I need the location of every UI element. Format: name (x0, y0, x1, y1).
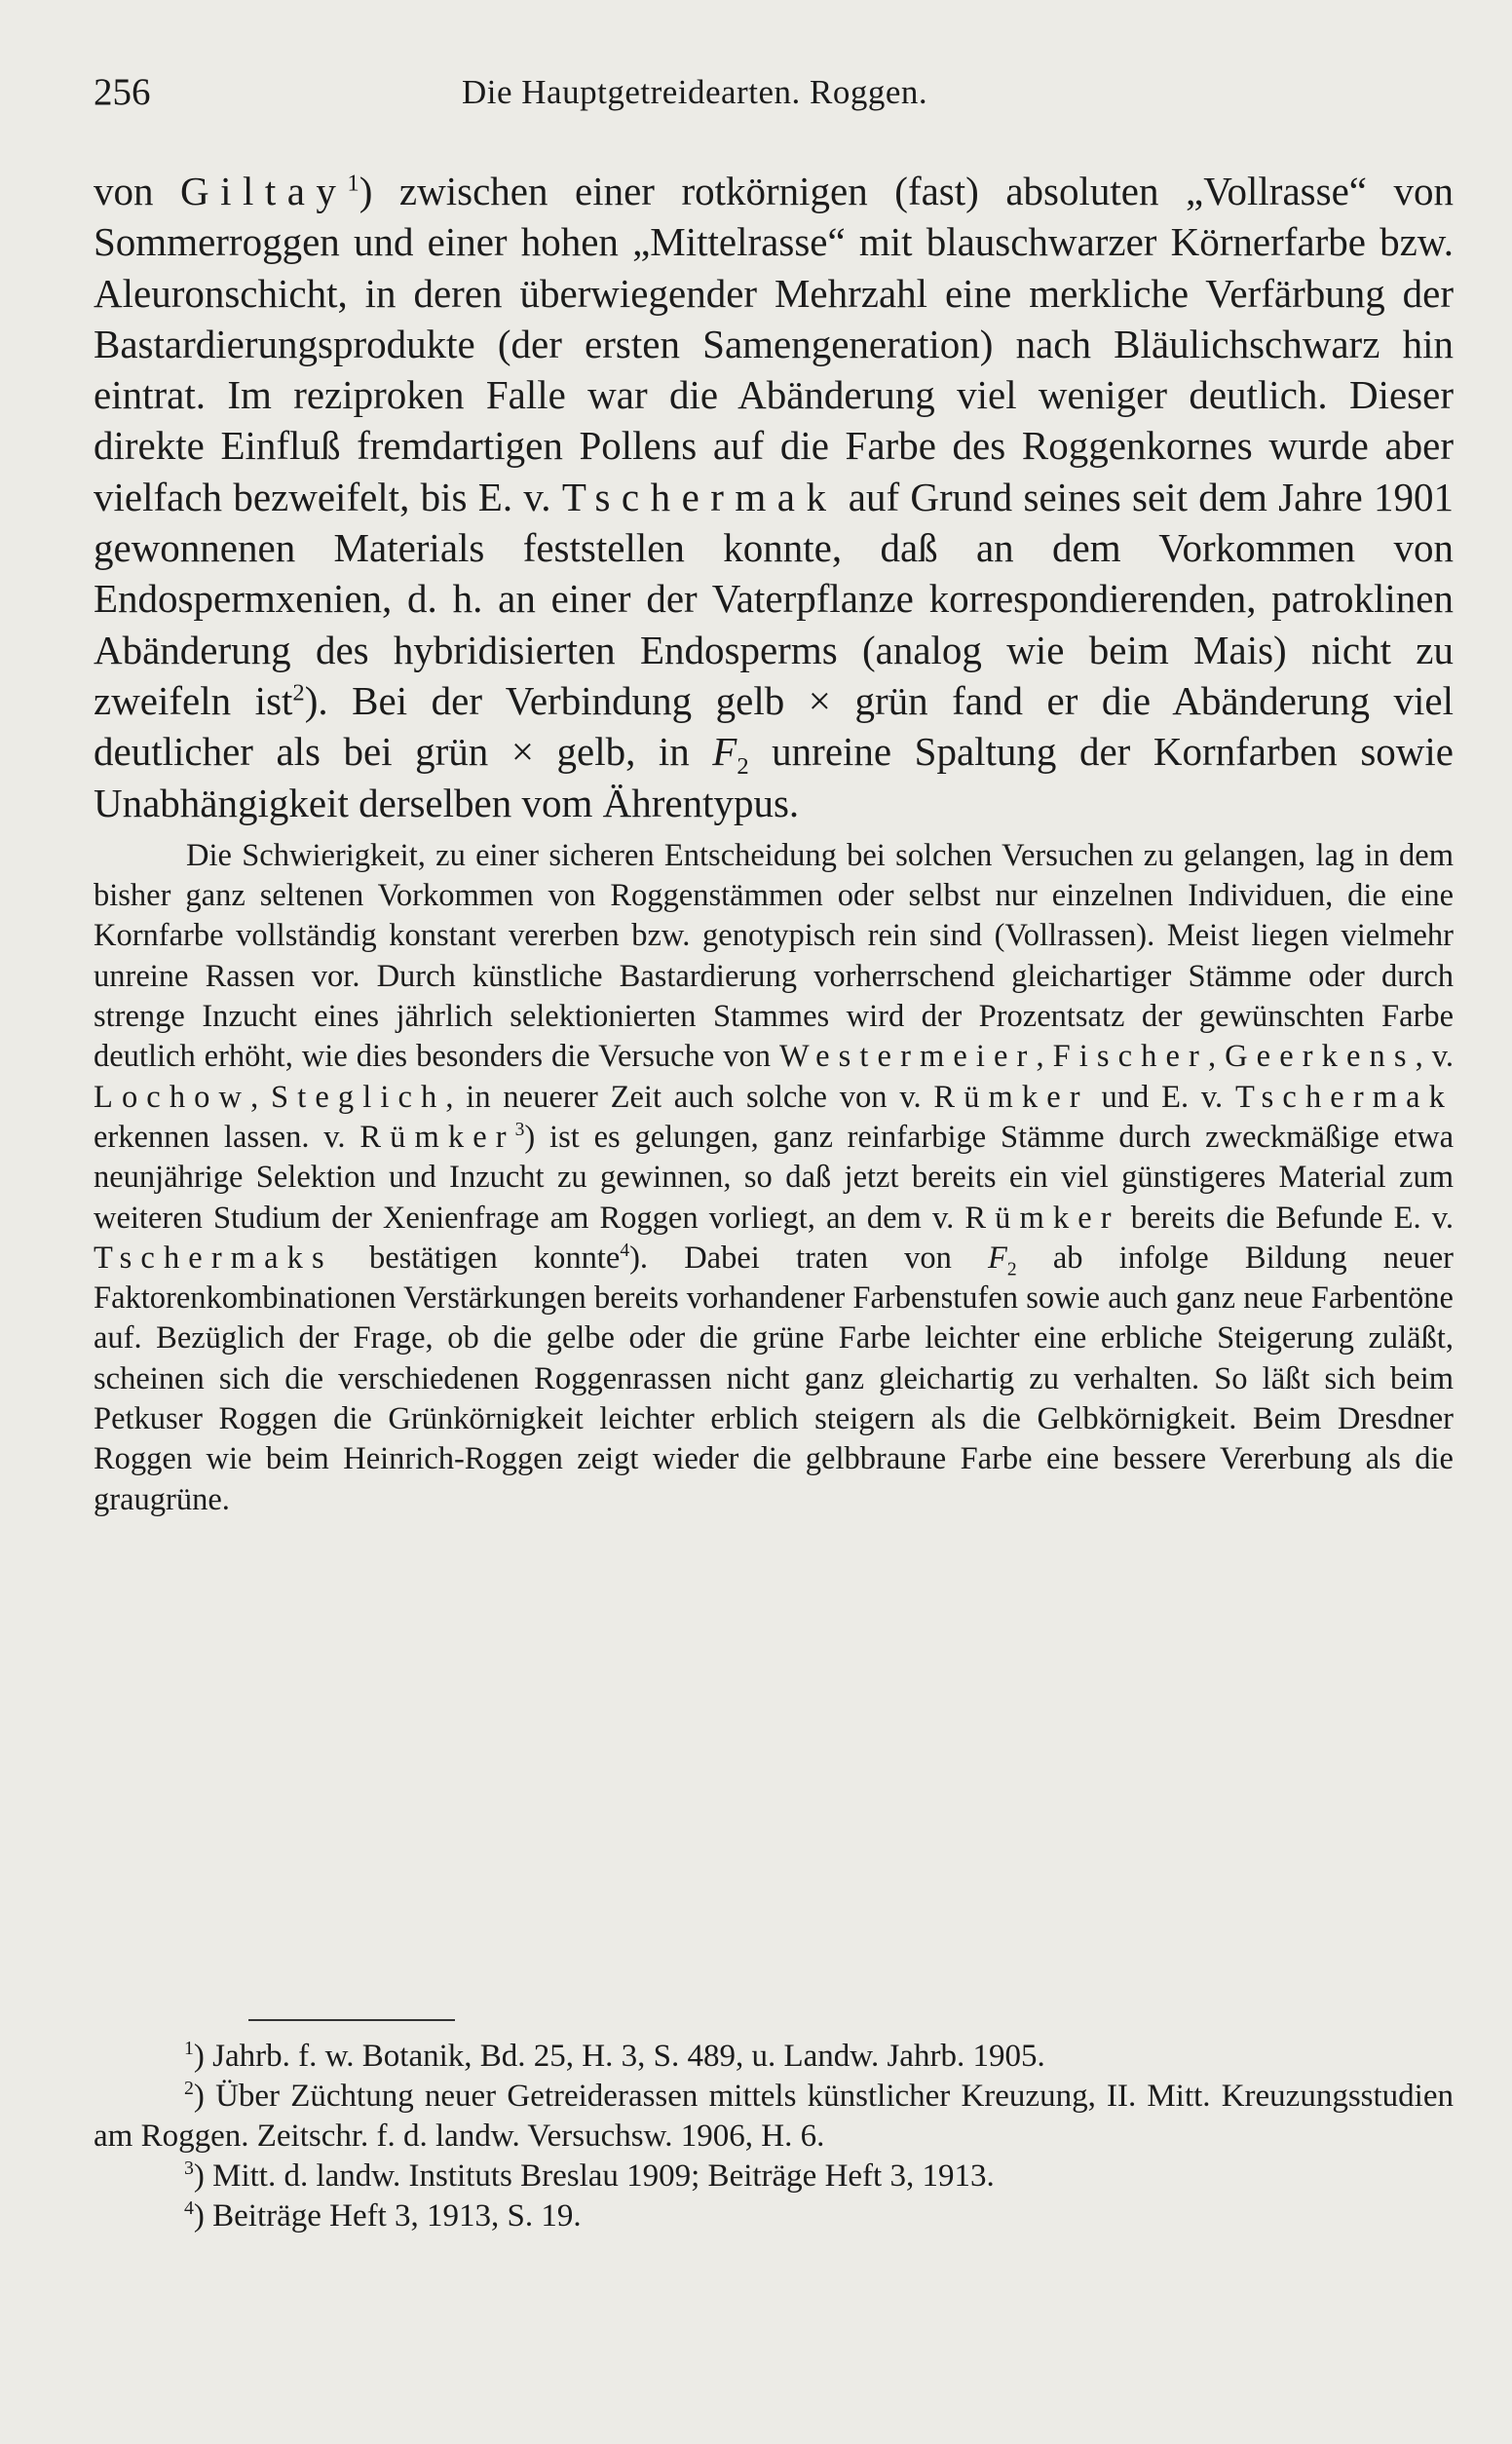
text-run: von (94, 169, 181, 213)
body-text (94, 166, 1454, 1520)
footnote-marker: 4 (184, 2197, 194, 2219)
footnote-marker: 3 (184, 2158, 194, 2179)
author-name: Steglich (271, 1079, 446, 1115)
formula-symbol: F (988, 1240, 1007, 1276)
author-name: Lochow (94, 1079, 251, 1115)
text-run: und E. v. (1088, 1079, 1235, 1115)
text-run: ). Dabei traten von (629, 1240, 989, 1276)
footnote-text: ) Jahrb. f. w. Botanik, Bd. 25, H. 3, S. 489, u. Landw. Jahrb. 1905. (193, 2039, 1045, 2074)
author-name: Geerkens (1225, 1039, 1416, 1075)
text-run: Die Schwierigkeit, zu einer sicheren Entscheidung bei solchen Versuchen zu gelangen, lag in dem bisher ganz seltenen Vorkommen von Roggenstämmen oder selbst nur einzelnen Individuen, die eine Kornfarbe vollständig konstant vererben bzw. genotypisch rein sind (Vollrassen). Meist liegen vielmehr unreine Rassen vor. Durch künstliche Bastardierung vorherrschend gleichartiger Stämme oder durch strenge Inzucht eines jährlich selektionierten Stammes wird der Prozentsatz der gewünschten Farbe deutlich erhöht, wie dies besonders die Versuche von (94, 837, 1454, 1075)
footnote-text: ) Mitt. d. landw. Instituts Breslau 1909; Beiträge Heft 3, 1913. (193, 2158, 995, 2194)
text-run: unreine Spaltung der Kornfarben sowie Unabhängigkeit derselben vom Ährentypus. (94, 729, 1454, 825)
author-name: Rümker (933, 1079, 1089, 1115)
footnote-ref: 2 (292, 679, 305, 706)
footnote (94, 2196, 1454, 2236)
text-run: , (1207, 1039, 1226, 1075)
text-run: bestätigen konnte (332, 1240, 621, 1276)
footnote-text: ) Beiträge Heft 3, 1913, S. 19. (193, 2198, 582, 2234)
formula-symbol: F (712, 729, 737, 775)
paragraph-smallprint (94, 836, 1454, 1520)
text-run: , in neuerer Zeit auch solche von v. (445, 1079, 934, 1115)
text-run: ab infolge Bildung neuer Faktorenkombinationen Verstärkungen bereits vorhandener Farbenstufen sowie auch ganz neue Farbentöne auf. Bezüglich der Frage, ob die gelbe oder die grüne Farbe leichter eine erbliche Steigerung zuläßt, scheinen sich die verschiedenen Roggenrassen nicht ganz gleichartig zu verhalten. So läßt sich beim Petkuser Roggen die Grünkörnigkeit leichter erblich steigern als die Gelbkörnigkeit. Beim Dresdner Roggen wie beim Heinrich-Roggen zeigt wieder die gelbbraune Farbe eine bessere Vererbung als die graugrüne. (94, 1240, 1454, 1517)
author-name: Fischer (1052, 1039, 1208, 1075)
formula-subscript: 2 (1006, 1259, 1017, 1280)
footnote (94, 2077, 1454, 2157)
footnote-ref: 4 (620, 1241, 630, 1261)
formula-subscript: 2 (737, 753, 749, 781)
author-name: Tschermaks (94, 1240, 333, 1276)
footnote-text: ) Über Züchtung neuer Getreiderassen mittels künstlicher Kreuzung, II. Mitt. Kreuzungsstudien am Roggen. Zeitschr. f. d. landw. Versuchsw. 1906, H. 6. (94, 2079, 1454, 2154)
footnote-ref: 1 (347, 170, 359, 197)
page-number: 256 (94, 71, 151, 113)
text-run: ). Bei der Verbindung gelb × grün fand er die Abänderung viel deutlicher als bei grün × gelb, in (94, 677, 1454, 775)
footnote-marker: 2 (184, 2078, 194, 2099)
author-name: Tschermak (561, 474, 838, 519)
running-head: Die Hauptgetreidearten. Roggen. (462, 73, 928, 111)
footnote (94, 2157, 1454, 2196)
paragraph-main (94, 166, 1454, 828)
text-run: , (250, 1079, 272, 1115)
author-name: Rümker (964, 1200, 1120, 1236)
text-run: ) ist es gelungen, ganz reinfarbige Stämme durch zweckmäßige etwa neunjährige Selektion und Inzucht zu gewinnen, so daß jetzt bereits ein viel günstigeres Material zum weiteren Studium der Xenienfrage am Roggen vorliegt, an dem v. (94, 1119, 1454, 1236)
footnote-divider (248, 2019, 455, 2021)
text-run: auf Grund seines seit dem Jahre 1901 gewonnenen Materials feststellen konnte, daß an dem Vorkommen von Endospermxenien, d. h. an einer der Vaterpflanze korrespondierenden, patroklinen Abänderung des hybridisierten Endosperms (analog wie beim Mais) nicht zu zweifeln ist (94, 474, 1455, 723)
text-run: bereits die Befunde E. v. (1119, 1200, 1454, 1236)
text-run: , (1036, 1039, 1053, 1075)
text-run: erkennen lassen. v. (94, 1119, 360, 1155)
footnote-marker: 1 (184, 2038, 194, 2059)
author-name: Rümker (359, 1119, 515, 1155)
footnotes (94, 2037, 1454, 2236)
footnote-ref: 3 (514, 1120, 525, 1141)
text-run: ) zwischen einer rotkörnigen (fast) absoluten „Vollrasse“ von Sommerroggen und einer hohen „Mittelrasse“ mit blauschwarzer Körnerfarbe bzw. Aleuronschicht, in deren überwiegender Mehrzahl eine merkliche Verfärbung der Bastardierungsprodukte (der ersten Samengeneration) nach Bläulichschwarz hin eintrat. Im reziproken Falle war die Abänderung viel weniger deutlich. Dieser direkte Einfluß fremdartigen Pollens auf die Farbe des Roggenkornes wurde aber vielfach bezweifelt, bis E. v. (94, 169, 1455, 519)
author-name: Giltay (180, 169, 348, 213)
author-name: Westermeier (778, 1039, 1037, 1075)
author-name: Tschermak (1234, 1079, 1454, 1115)
footnote (94, 2037, 1454, 2077)
text-run: , v. (1415, 1039, 1455, 1075)
